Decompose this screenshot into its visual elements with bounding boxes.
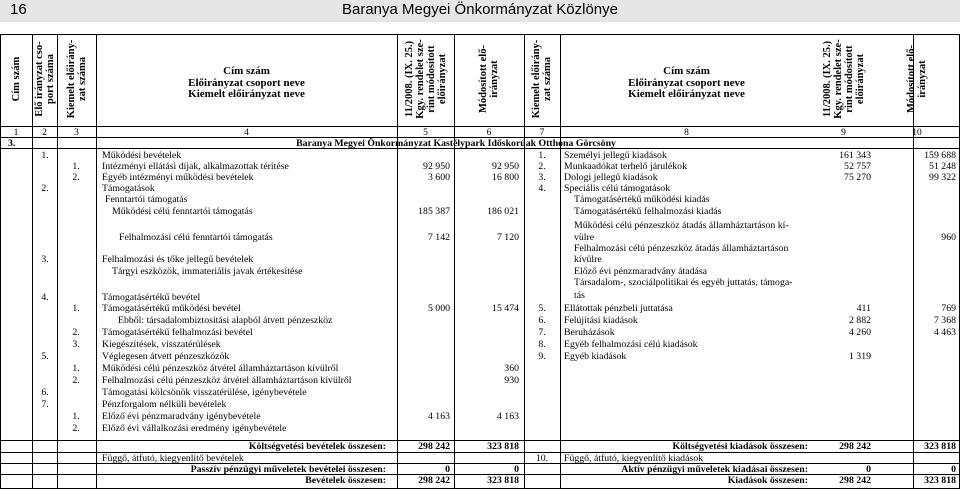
hdr-center-left-line: Kiemelt előirányzat neve (188, 88, 305, 100)
left-row-subindex: 2. (72, 172, 80, 183)
hdr-eloiranyzat-csoport-line: port száma (44, 54, 56, 104)
left-row-label: Támogatási kölcsönök visszatérülése, igénybevétele (102, 387, 307, 398)
right-row-value-1: 4 260 (848, 327, 871, 338)
right-row-index: 7. (538, 327, 546, 338)
hdr-center-right-line: Cím szám (663, 65, 710, 77)
hdr-rendelet-left-line: rint módosított (425, 45, 437, 113)
page-number: 16 (10, 1, 27, 18)
right-row-value-2: 4 463 (933, 327, 956, 338)
left-row-value-2: 15 474 (492, 303, 519, 314)
left-row-subindex: 1. (72, 363, 80, 374)
total-left-value-2: 0 (514, 464, 519, 475)
left-row-label: Fenntartói támogatás (105, 194, 188, 205)
left-row-label: Támogatásértékű működési bevétel (102, 303, 241, 314)
left-row-label: Előző évi vállalkozási eredmény igénybevétele (102, 423, 287, 434)
hdr-center-right-line: Kiemelt előirányzat neve (628, 88, 745, 100)
total-left-value-1: 0 (445, 464, 450, 475)
left-row-label: Véglegesen átvett pénzeszközök (102, 351, 230, 362)
page-title: Baranya Megyei Önkormányzat Közlönye (342, 1, 618, 18)
left-row-label: Előző évi pénzmaradvány igénybevétele (102, 411, 261, 422)
right-row-value-2: 51 248 (929, 161, 956, 172)
left-row-label: Pénzforgalom nélküli bevételek (102, 399, 227, 410)
right-row-index: 4. (538, 183, 546, 194)
hdr-rendelet-right-line: rint módosított (843, 45, 855, 113)
right-row-label: Munkaadókat terhelő járulékok (564, 161, 687, 172)
right-row-value-2: 159 688 (924, 150, 956, 161)
right-row-index: 2. (538, 161, 546, 172)
total-left-label: Bevételek összesen: (305, 475, 386, 486)
right-row-index: 9. (538, 351, 546, 362)
left-row-label: Ebből: társadalombiztosítási alapból átvett pénzeszköz (118, 315, 333, 326)
right-row-value-1: 75 270 (844, 172, 871, 183)
left-row-subindex: 1. (72, 411, 80, 422)
col-number: 10 (912, 128, 922, 138)
left-row-value-2: 16 800 (492, 172, 519, 183)
total-left-value-1: 298 242 (418, 475, 450, 486)
left-row-label: Intézményi ellátási díjak, alkalmazottak térítése (102, 161, 289, 172)
right-row-value-1: 1 319 (848, 351, 871, 362)
col-divider (560, 34, 561, 489)
right-row-value-2: 769 (941, 303, 956, 314)
hdr-eloiranyzat-csoport (34, 34, 56, 124)
total-right-label: Aktív pénzügyi műveletek kiadásai összesen: (621, 464, 808, 475)
hdr-eloiranyzat-csoport-line: Elő irányzat cso- (33, 41, 45, 117)
section-number: 3. (8, 138, 16, 149)
left-row-value-2: 930 (504, 375, 519, 386)
col-number: 8 (684, 128, 689, 138)
right-row-index: 5. (538, 303, 546, 314)
hdr-kiemelt-right-line: zat száma (542, 56, 553, 102)
left-row-index: 1. (41, 150, 49, 161)
right-row-index: 1. (538, 150, 546, 161)
total-left-value-1: 298 242 (418, 441, 450, 452)
right-row-label: Működési célú pénzeszköz átadás államháztartáson kí- (574, 220, 789, 231)
left-row-subindex: 2. (72, 423, 80, 434)
total-right-value-1: 298 242 (839, 475, 871, 486)
total-left-label: Függő, átfutó, kiegyenlítő bevételek (102, 453, 244, 464)
hdr-center-left-line: Előirányzat csoport neve (188, 76, 305, 89)
col-number: 2 (42, 128, 47, 138)
hdr-modositott-right (906, 34, 928, 124)
right-row-label: Személyi jellegű kiadások (564, 150, 667, 161)
right-row-label: Felhalmozási célú pénzeszköz átadás államháztartáson (574, 243, 789, 254)
hdr-rendelet-left-line: 11/2008. (IX. 25.) (403, 40, 415, 118)
left-row-index: 7. (41, 399, 49, 410)
right-row-value-2: 99 322 (929, 172, 956, 183)
total-right-value-1: 298 242 (839, 441, 871, 452)
right-row-label: Egyéb felhalmozási célú kiadások (564, 339, 698, 350)
left-row-label: Egyéb intézményi működési bevételek (102, 172, 254, 183)
right-row-label: kívülre (574, 254, 602, 265)
hdr-modositott-left-line: irányzat (489, 60, 500, 98)
col-number: 1 (13, 128, 19, 138)
left-row-value-1: 92 950 (423, 161, 450, 172)
hdr-modositott-left (478, 34, 500, 124)
hdr-modositott-left-line: Módosított elő- (478, 45, 489, 113)
right-row-label: Társadalom-, szociálpolitikai és egyéb juttatás, támoga- (574, 277, 793, 288)
left-row-value-1: 3 600 (427, 172, 450, 183)
left-row-index: 6. (41, 387, 49, 398)
left-row-value-2: 186 021 (487, 206, 519, 217)
hdr-kiemelt-left-line: Kiemelt előirány- (65, 39, 77, 119)
right-row-index: 6. (538, 315, 546, 326)
col-number: 3 (74, 128, 79, 138)
left-row-index: 4. (41, 292, 49, 303)
left-row-label: Működési célú fenntartói támogatás (112, 206, 253, 217)
right-row-label: Speciális célú támogatások (564, 183, 671, 194)
left-row-label: Tárgyi eszközök, immateriális javak értékesítése (112, 266, 303, 277)
hdr-rendelet-right (822, 34, 866, 124)
hdr-center-left (96, 66, 397, 101)
hdr-rendelet-right-line: Kgy. rendelet sze- (832, 39, 844, 119)
total-right-label: Költségvetési kiadások összesen: (672, 441, 808, 452)
hdr-kiemelt-left (66, 34, 88, 124)
right-row-label: Beruházások (564, 327, 615, 338)
right-row-value-1: 52 757 (844, 161, 871, 172)
right-row-label: Támogatásértékű működési kiadás (574, 194, 710, 205)
right-row-index: 3. (538, 172, 546, 183)
hdr-rendelet-right-line: 11/2008. (IX. 25.) (821, 40, 833, 118)
left-row-value-1: 4 163 (427, 411, 450, 422)
total-right-value-1: 0 (866, 464, 871, 475)
right-row-value-2: 960 (941, 232, 956, 243)
col-number: 5 (423, 128, 428, 138)
left-row-label: Felhalmozási célú fenntartói támogatás (119, 232, 273, 243)
right-row-label: vülre (574, 232, 595, 243)
section-title: Baranya Megyei Önkormányzat Kastélypark Időskorúak Otthona Görcsöny (296, 138, 616, 149)
hdr-rendelet-right-line: előirányzat (854, 53, 866, 105)
right-row-label: Egyéb kiadások (564, 351, 627, 362)
hdr-center-left-line: Cím szám (223, 65, 270, 77)
col-divider (32, 34, 33, 489)
left-row-index: 2. (41, 183, 49, 194)
left-row-label: Kiegészítések, visszatérülések (102, 339, 221, 350)
hdr-cim-szam (11, 34, 22, 124)
left-row-subindex: 1. (72, 161, 80, 172)
hdr-rendelet-left-line: előirányzat (436, 53, 448, 105)
right-row-label: Dologi jellegű kiadások (564, 172, 658, 183)
left-row-subindex: 3. (72, 339, 80, 350)
hdr-kiemelt-right-line: Kiemelt előirány- (531, 39, 542, 119)
left-row-index: 3. (41, 254, 49, 265)
left-row-value-2: 7 120 (496, 232, 519, 243)
hdr-kiemelt-left-line: zat száma (76, 56, 88, 102)
left-row-label: Felhalmozási célú pénzeszköz átvétel államháztartáson kívülről (102, 375, 352, 386)
right-row-label: tás (574, 290, 585, 301)
col-number: 7 (539, 128, 545, 138)
hdr-cim-szam-line: Cím szám (10, 56, 22, 102)
left-row-value-2: 92 950 (492, 161, 519, 172)
left-row-subindex: 2. (72, 375, 80, 386)
hdr-center-right-line: Előirányzat csoport neve (628, 76, 745, 89)
total-right-value-2: 323 818 (924, 475, 956, 486)
left-row-label: Működési bevételek (102, 150, 182, 161)
left-row-value-1: 185 387 (418, 206, 450, 217)
left-row-label: Felhalmozási és tőke jellegű bevételek (102, 254, 254, 265)
left-row-value-2: 360 (504, 363, 519, 374)
left-row-label: Támogatásértékű bevétel (102, 292, 201, 303)
hdr-modositott-right-line: Módosított elő- (906, 45, 917, 113)
total-left-label: Passzív pénzügyi műveletek bevételei összesen: (190, 464, 386, 475)
total-right-value-2: 0 (951, 464, 956, 475)
right-row-value-1: 161 343 (839, 150, 871, 161)
row-divider (0, 126, 960, 127)
right-row-value-1: 2 882 (848, 315, 871, 326)
right-row-label: Támogatásértékű felhalmozási kiadás (574, 206, 722, 217)
col-divider (524, 34, 525, 489)
left-row-subindex: 2. (72, 327, 80, 338)
total-right-label: Függő, átfutó, kiegyenlítő kiadások (564, 453, 704, 464)
left-row-label: Működési célú pénzeszköz átvétel államháztartáson kívülről (102, 363, 339, 374)
hdr-rendelet-left (404, 34, 448, 124)
hdr-center-right (560, 66, 813, 101)
left-row-value-1: 7 142 (427, 232, 450, 243)
left-row-index: 5. (41, 351, 49, 362)
total-left-label: Költségvetési bevételek összesen: (248, 441, 386, 452)
right-row-value-2: 7 368 (933, 315, 956, 326)
hdr-kiemelt-right (531, 34, 553, 124)
page-header (0, 0, 960, 22)
total-right-label: Kiadások összesen: (727, 475, 808, 486)
left-row-value-2: 4 163 (496, 411, 519, 422)
hdr-rendelet-left-line: Kgy. rendelet sze- (414, 39, 426, 119)
hdr-modositott-right-line: irányzat (917, 60, 928, 98)
left-row-value-1: 5 000 (427, 303, 450, 314)
right-row-label: Előző évi pénzmaradvány átadása (574, 266, 708, 277)
total-right-value-2: 323 818 (924, 441, 956, 452)
left-row-label: Támogatások (102, 183, 155, 194)
total-left-value-2: 323 818 (487, 441, 519, 452)
right-row-index: 8. (538, 339, 546, 350)
total-left-value-2: 323 818 (487, 475, 519, 486)
right-row-value-1: 411 (856, 303, 871, 314)
col-divider (96, 34, 97, 489)
col-number: 6 (486, 128, 492, 138)
right-row-label: Ellátottak pénzbeli juttatása (564, 303, 673, 314)
right-row-label: Felújítási kiadások (564, 315, 638, 326)
total-row-index: 10. (535, 453, 549, 464)
col-number: 4 (244, 128, 249, 138)
left-row-subindex: 1. (72, 303, 80, 314)
left-row-label: Támogatásértékű felhalmozási bevétel (102, 327, 253, 338)
col-number: 9 (841, 128, 846, 138)
